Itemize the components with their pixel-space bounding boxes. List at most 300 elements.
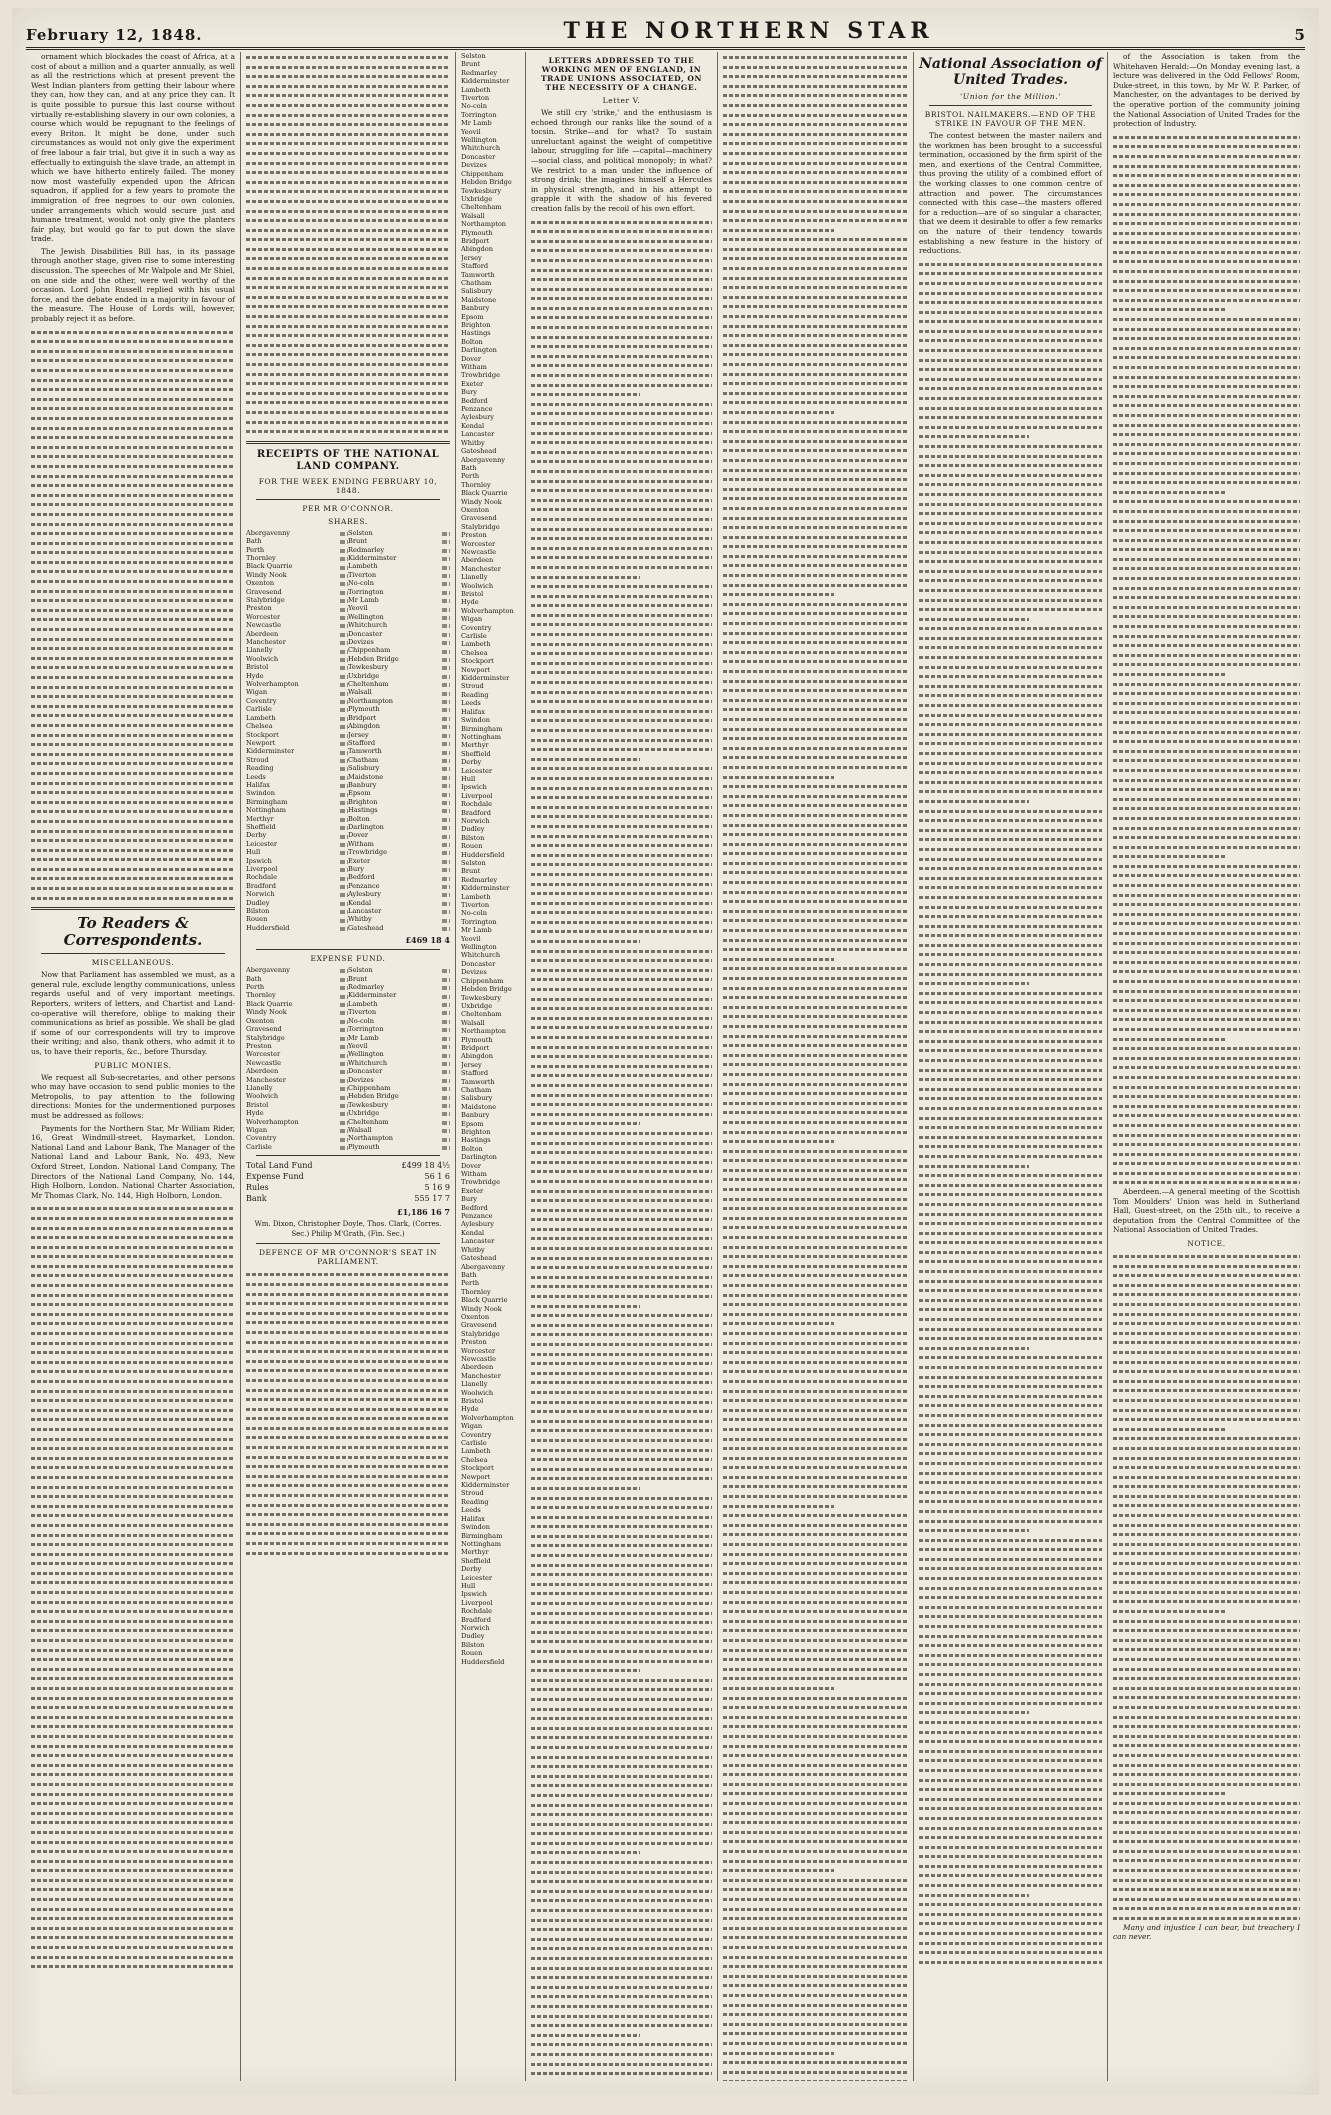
narrow-row [461,1532,520,1540]
narrow-row [461,422,520,430]
ledger-row [246,815,450,823]
ledger-amount [340,613,348,621]
narrow-row [461,262,520,270]
narrow-row [461,1347,520,1355]
narrow-place: Witham [461,363,487,372]
narrow-place: Aylesbury [461,1220,494,1229]
ledger-row [246,731,450,739]
narrow-place: Selston [461,52,486,60]
narrow-row [461,1103,520,1111]
narrow-row [461,1162,520,1170]
ledger-place: Reading [246,764,274,773]
ledger-amount [442,604,450,612]
ledger-place: Bilston [246,907,270,916]
narrow-row [461,77,520,85]
public-monies-heading: PUBLIC MONIES. [94,1060,172,1070]
ledger-amount [340,781,348,789]
ledger-amount [340,983,348,991]
narrow-row [461,994,520,1002]
narrow-place: Abingdon [461,245,493,254]
narrow-row [461,1120,520,1128]
ledger-row [246,1042,450,1050]
ledger-row [246,915,450,923]
narrow-place: Exeter [461,379,484,388]
notice-text: Now that Parliament has assembled we must, as a general rule, exclude lengthy communications, unless regards useful and of very important meetings. Reporters, writers of letters, and Chartist and Land-co-operative will therefore, oblige to making their communications as brief as possible. We shall be glad if some of our correspondents will try to improve their writing; and also, thank others, who admit it to us, to have their reports, &c., before Thursday. [31,970,235,1056]
narrow-row [461,447,520,455]
narrow-place: Dover [461,354,482,363]
narrow-place: Witham [461,1170,487,1179]
narrow-place: Bradford [461,808,491,817]
narrow-row [461,792,520,800]
ledger-row [246,1008,450,1016]
ledger-place: Gravesend [246,587,282,596]
narrow-place: Newcastle [461,547,496,556]
narrow-row [461,1136,520,1144]
ledger-amount [340,975,348,983]
narrow-place: Brunt [461,60,481,69]
narrow-row [461,876,520,884]
ledger-place: Lambeth [246,713,276,722]
narrow-place: Sheffield [461,749,491,758]
narrow-place: Bedford [461,396,488,405]
ledger-row [246,966,450,974]
ledger-amount [340,680,348,688]
ledger-amount [442,823,450,831]
ledger-place: Chelsea [246,722,273,731]
ledger-row [246,680,450,688]
ledger-amount [442,781,450,789]
narrow-row [461,649,520,657]
ledger-place: Abergavenny [246,528,291,537]
ledger-amount [442,1084,450,1092]
ledger-place: Aylesbury [348,890,381,899]
ledger-place: Liverpool [246,865,278,873]
ledger-place: Tiverton [348,570,377,579]
totals-row [246,1182,450,1193]
ledger-row [246,1025,450,1033]
ledger-place: Woolwich [246,1092,279,1101]
totals-label: Bank [246,1194,267,1204]
ledger-amount [442,705,450,713]
narrow-row [461,1422,520,1430]
narrow-row [461,1355,520,1363]
narrow-place: Kidderminster [461,884,510,893]
narrow-row [461,371,520,379]
narrow-place: Huddersfield [461,1657,505,1666]
narrow-place: Chippenham [461,976,504,985]
narrow-place: Chippenham [461,169,504,178]
narrow-place: No-coln [461,102,487,111]
ledger-row [246,1084,450,1092]
ledger-amount [442,890,450,898]
narrow-place: Maidstone [461,1102,497,1111]
ledger-amount [442,1042,450,1050]
ledger-place: Preston [246,1041,272,1050]
ledger-place: Thornley [246,991,276,1000]
ledger-amount [442,613,450,621]
lead-article-cont: The Jewish Disabilities Bill has, in its passage through another stage, given rise to some interesting discussion. The speeches of Mr Walpole and Mr Shiel, on one side and the other, were well worthy of the occasion. Lord John Russell replied with his usual force, and the debate ended in a majority in favour of the measure. The House of Lords will, however, probably reject it as before. [31,246,235,324]
ledger-row [246,697,450,705]
ledger-place: Bedford [348,873,375,882]
ledger-place: Carlisle [246,705,272,714]
narrow-row [461,1481,520,1489]
narrow-place: Lambeth [461,85,491,94]
narrow-row [461,1128,520,1136]
ledger-amount [340,1042,348,1050]
ledger-amount [442,899,450,907]
narrow-row [461,1338,520,1346]
ledger-amount [340,1025,348,1033]
narrow-place: Tewkesbury [461,186,502,195]
narrow-row [461,842,520,850]
narrow-row [461,1330,520,1338]
ledger-amount [442,1126,450,1134]
ledger-amount [340,705,348,713]
ledger-amount [442,1017,450,1025]
narrow-place: Stockport [461,1464,494,1473]
ledger-amount [442,764,450,772]
narrow-place: Lambeth [461,640,491,649]
totals-value: 555 17 7 [414,1194,450,1204]
ledger-place: Kidderminster [348,991,397,1000]
narrow-place: Epsom [461,312,484,321]
ledger-place: Redmarley [348,545,385,554]
ledger-amount [442,756,450,764]
ledger-amount [340,1050,348,1058]
narrow-place: Aberdeen [461,1363,494,1372]
ledger-row [246,621,450,629]
ledger-row [246,789,450,797]
narrow-place: Abingdon [461,1052,493,1061]
ledger-amount [442,983,450,991]
narrow-row [461,682,520,690]
narrow-row [461,405,520,413]
narrow-row [461,632,520,640]
narrow-place: Tewkesbury [461,993,502,1002]
ledger-amount [340,1092,348,1100]
narrow-place: Gravesend [461,1321,497,1330]
ledger-place: Brighton [348,797,378,806]
narrow-row [461,548,520,556]
narrow-row [461,1263,520,1271]
ledger-place: Whitchurch [348,1058,388,1067]
narrow-row [461,439,520,447]
narrow-place: Bristol [461,590,484,598]
ledger-amount [442,1076,450,1084]
narrow-place: Mr Lamb [461,926,492,935]
narrow-row [461,1212,520,1220]
ledger-place: Darlington [348,822,384,831]
narrow-row [461,329,520,337]
ledger-amount [340,907,348,915]
narrow-row [461,1582,520,1590]
narrow-row [461,615,520,623]
ledger-amount [442,663,450,671]
narrow-place: Doncaster [461,152,496,161]
page-number: 5 [1294,26,1305,44]
narrow-place: Bolton [461,337,483,346]
ledger-amount [340,596,348,604]
narrow-row [461,951,520,959]
column-filler-2 [31,1203,235,1971]
ledger-place: Plymouth [348,705,380,714]
narrow-row [461,498,520,506]
ledger-place: Bradford [246,881,276,890]
narrow-row [461,1447,520,1455]
ledger-amount [442,882,450,890]
narrow-row [461,1246,520,1254]
ledger-place: Newcastle [246,1058,281,1067]
narrow-row [461,1473,520,1481]
narrow-row [461,598,520,606]
ledger-row [246,1050,450,1058]
narrow-row [461,1565,520,1573]
narrow-place: Derby [461,1565,482,1574]
narrow-place: Nottingham [461,1539,502,1548]
ledger-row [246,1076,450,1084]
narrow-place: Lambeth [461,892,491,901]
narrow-row [461,556,520,564]
narrow-place: Brighton [461,1128,491,1136]
narrow-row [461,918,520,926]
narrow-place: Wellington [461,136,497,145]
totals-value: £499 18 4½ [401,1161,450,1171]
ledger-row [246,823,450,831]
narrow-place: Abergavenny [461,455,506,464]
narrow-row [461,245,520,253]
ledger-amount [340,714,348,722]
ledger-amount [340,1101,348,1109]
narrow-place: Tiverton [461,94,490,103]
narrow-row [461,346,520,354]
ledger-amount [340,1143,348,1151]
ledger-place: Black Quarrie [246,999,293,1008]
ledger-place: Stalybridge [246,1033,285,1042]
receipts-top-lines [246,52,450,436]
narrow-place: Walsall [461,1018,485,1027]
narrow-row [461,985,520,993]
ledger-amount [340,1084,348,1092]
narrow-row [461,119,520,127]
aberdeen-report: Aberdeen.—A general meeting of the Scottish Tom Moulders' Union was held in Sutherland Hall, Guest-street, on the 25th ult., to receive a deputation from the Central Committee of the National Association of United Trades. [1113,1187,1300,1235]
addresses-text: Payments for the Northern Star, Mr William Rider, 16, Great Windmill-street, Haymarket, London. National Land and Labour Bank, The Manager of the National Land and Labour Bank, No. 493, New Oxford Street, London. National Land Company, The Directors of the National Land Company, No. 144, High Holborn, London. National Charter Association, Mr Thomas Clark, No. 144, High Holborn, London. [31,1123,235,1200]
narrow-row [461,859,520,867]
narrow-place: Norwich [461,1623,490,1632]
narrow-row [461,1590,520,1598]
ledger-row [246,831,450,839]
ledger-place: Chippenham [348,1083,391,1092]
ledger-place: Llanelly [246,646,273,655]
ledger-place: Redmarley [348,983,385,992]
ledger-amount [442,1050,450,1058]
narrow-place: Stafford [461,1069,489,1078]
ledger-amount [442,991,450,999]
ledger-place: Whitby [348,915,372,924]
ledger-amount [442,966,450,974]
narrow-row [461,271,520,279]
ledger-amount [340,899,348,907]
ledger-row [246,907,450,915]
ledger-place: Wellington [348,1050,384,1059]
narrow-place: Jersey [461,253,482,262]
ledger-row [246,655,450,663]
ledger-row [246,546,450,554]
ledger-row [246,781,450,789]
ledger-row [246,991,450,999]
narrow-row [461,1145,520,1153]
ledger-place: Gravesend [246,1025,282,1034]
ledger-amount [442,731,450,739]
ledger-amount [340,1017,348,1025]
narrow-row [461,783,520,791]
ledger-amount [442,579,450,587]
narrow-row [461,195,520,203]
ledger-row [246,722,450,730]
ledger-amount [442,915,450,923]
narrow-place: Devizes [461,968,487,977]
paper-title: THE NORTHERN STAR [563,18,934,44]
narrow-place: Lancaster [461,1237,495,1246]
ledger-amount [340,571,348,579]
narrow-row [461,338,520,346]
ledger-place: Tiverton [348,1008,377,1017]
narrow-row [461,1061,520,1069]
narrow-place: Trowbridge [461,1178,500,1187]
narrow-row [461,1498,520,1506]
narrow-row [461,1649,520,1657]
ledger-place: Dover [348,831,369,840]
narrow-row [461,1010,520,1018]
narrow-place: Tiverton [461,901,490,910]
narrow-place: Hull [461,774,476,783]
narrow-place: Wolverhampton [461,606,514,615]
narrow-row [461,464,520,472]
ledger-amount [340,823,348,831]
narrow-place: Chelsea [461,648,488,657]
ledger-place: Bury [348,865,364,873]
ledger-place: Rouen [246,915,268,924]
narrow-place: Stalybridge [461,1329,500,1338]
ledger-place: Oxenton [246,579,275,588]
ledger-amount [442,831,450,839]
ledger-amount [340,621,348,629]
ledger-amount [340,655,348,663]
ledger-amount [442,638,450,646]
ledger-amount [442,655,450,663]
ledger-amount [340,806,348,814]
totals-row [246,1160,450,1171]
ledger-place: Hull [246,848,261,857]
column-filler [31,327,235,903]
ledger-place: Torrington [348,1025,384,1034]
ledger-row [246,630,450,638]
narrow-place: Northampton [461,1027,507,1036]
ledger-place: Chatham [348,755,379,764]
defence-lines [246,1269,450,1557]
ledger-amount [442,1092,450,1100]
narrow-row [461,565,520,573]
ledger-row [246,604,450,612]
ledger-amount [340,739,348,747]
ledger-amount [340,840,348,848]
narrow-row [461,296,520,304]
newspaper-page [12,8,1319,2095]
narrow-place: Bilston [461,833,485,842]
narrow-row [461,666,520,674]
ledger-amount [340,873,348,881]
narrow-place: Plymouth [461,228,493,237]
ledger-place: Merthyr [246,814,274,823]
ledger-place: Jersey [348,730,369,739]
narrow-place: Dudley [461,825,485,834]
narrow-row [461,1397,520,1405]
narrow-place: Halifax [461,707,485,716]
narrow-place: Chatham [461,278,492,287]
narrow-place: Huddersfield [461,850,505,859]
narrow-row [461,1506,520,1514]
narrow-row [461,136,520,144]
narrow-row [461,1204,520,1212]
narrow-place: Llanelly [461,1380,488,1389]
readers-heading: To Readers & Correspondents. [63,914,203,950]
notice-heading: NOTICE. [1187,1239,1226,1249]
ledger-amount [340,646,348,654]
ledger-amount [442,739,450,747]
ledger-place: Lambeth [348,562,378,571]
public-monies-text: We request all Sub-secretaries, and other persons who may have occasion to send public monies to the Metropolis, to pay attention to the following directions: Monies for the undermentioned purposes must be addressed as follows: [31,1072,235,1120]
ledger-place: Worcester [246,1050,281,1059]
ledger-place: Bolton [348,814,370,823]
narrow-row [461,506,520,514]
narrow-row [461,582,520,590]
ledger-place: Devizes [348,1075,374,1084]
ledger-amount [442,1000,450,1008]
narrow-place: Leicester [461,1573,493,1582]
ledger-amount [340,529,348,537]
narrow-place: Newcastle [461,1354,496,1363]
ledger-amount [442,806,450,814]
narrow-place: Woolwich [461,581,494,590]
narrow-place: Leeds [461,699,481,708]
narrow-row [461,481,520,489]
narrow-place: Bridport [461,1043,490,1052]
narrow-row [461,128,520,136]
ledger-row [246,747,450,755]
ledger-place: Wolverhampton [246,1117,299,1126]
ledger-place: Preston [246,604,272,613]
narrow-place: Walsall [461,211,485,220]
narrow-row [461,472,520,480]
narrow-row [461,1094,520,1102]
narrow-row [461,321,520,329]
narrow-row [461,573,520,581]
ledger-amount [340,831,348,839]
narrow-place: Worcester [461,1346,496,1355]
narrow-row [461,397,520,405]
column-3-lists [456,52,526,2081]
narrow-row [461,1296,520,1304]
ledger-place: Penzance [348,881,380,890]
narrow-place: Birmingham [461,1531,503,1540]
totals-row [246,1171,450,1182]
ledger-amount [442,857,450,865]
ledger-row [246,688,450,696]
ledger-place: Mr Lamb [348,596,379,604]
ledger-row [246,739,450,747]
narrow-row [461,674,520,682]
ledger-place: Cheltenham [348,1117,389,1126]
narrow-place: Bedford [461,1203,488,1212]
